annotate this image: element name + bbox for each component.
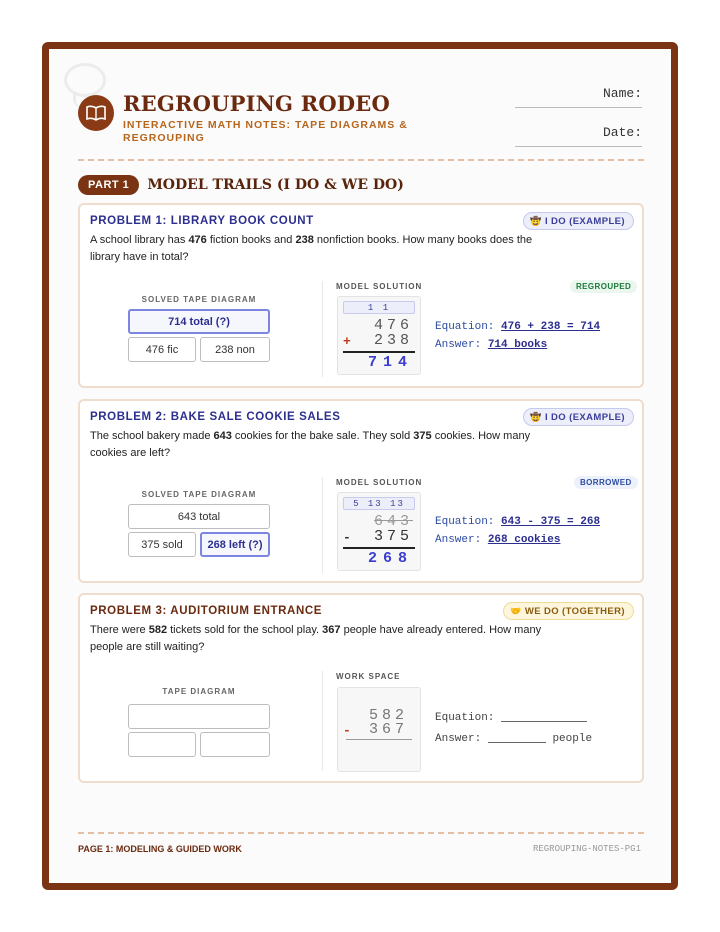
i-do-badge: 🤠 I DO (EXAMPLE) xyxy=(523,212,634,230)
answer-row: Answer: 714 books xyxy=(435,339,548,351)
footer-page-label: PAGE 1: MODELING & GUIDED WORK xyxy=(78,844,242,854)
result-number: 268 xyxy=(367,550,413,567)
top-number: 476 xyxy=(373,317,413,334)
problem-title: PROBLEM 1: LIBRARY BOOK COUNT xyxy=(90,215,314,227)
tape-whole: 714 total (?) xyxy=(128,309,270,334)
name-label: Name: xyxy=(602,86,642,101)
minus-sign: - xyxy=(343,530,351,545)
date-label: Date: xyxy=(602,125,642,140)
part-pill: PART 1 xyxy=(78,175,139,195)
equation-value: 476 + 238 = 714 xyxy=(501,321,601,333)
tape-part-2: 268 left (?) xyxy=(200,532,270,557)
tape-part-2: 238 non xyxy=(200,337,270,362)
column-divider xyxy=(322,477,323,573)
footer-doc-code: REGROUPING-NOTES-PG1 xyxy=(532,844,641,854)
tape-whole-blank[interactable] xyxy=(128,704,270,729)
tape-caption: SOLVED TAPE DIAGRAM xyxy=(141,490,257,499)
solution-caption: MODEL SOLUTION xyxy=(336,478,423,487)
result-number: 714 xyxy=(367,354,413,371)
answer-value: 714 books xyxy=(487,339,548,351)
cowboy-icon: 🤠 xyxy=(530,216,542,226)
footer-divider xyxy=(78,832,644,834)
answer-unit: people xyxy=(552,733,593,745)
problem-card-3 xyxy=(78,593,644,783)
problem-card-1 xyxy=(78,203,644,388)
top-number: 643 xyxy=(373,513,413,530)
we-do-badge: 🤝 WE DO (TOGETHER) xyxy=(503,602,634,620)
problem-title: PROBLEM 3: AUDITORIUM ENTRANCE xyxy=(90,605,323,617)
work-space-box[interactable] xyxy=(337,687,421,772)
equation-row: Equation: 643 - 375 = 268 xyxy=(435,516,601,528)
tape-caption: SOLVED TAPE DIAGRAM xyxy=(141,295,257,304)
borrow-row: 5 13 13 xyxy=(343,497,415,510)
date-field[interactable] xyxy=(515,146,642,147)
answer-row: Answer: people xyxy=(435,733,593,745)
status-badge: REGROUPED xyxy=(570,280,637,293)
tape-part-1-blank[interactable] xyxy=(128,732,196,757)
bottom-number: 367 xyxy=(368,721,408,738)
cowboy-icon: 🤠 xyxy=(530,412,542,422)
tape-caption: TAPE DIAGRAM xyxy=(162,687,236,696)
problem-title: PROBLEM 2: BAKE SALE COOKIE SALES xyxy=(90,411,341,423)
part-title: MODEL TRAILS (I DO & WE DO) xyxy=(147,177,404,193)
problem-statement: A school library has 476 fiction books and 238 nonfiction books. How many books does the library have in total? xyxy=(90,234,533,263)
top-number: 582 xyxy=(368,707,408,724)
header-divider xyxy=(78,159,644,161)
tape-part-1: 476 fic xyxy=(128,337,196,362)
tape-part-2-blank[interactable] xyxy=(200,732,270,757)
answer-value: 268 cookies xyxy=(487,534,561,546)
tape-part-1: 375 sold xyxy=(128,532,196,557)
difference-line xyxy=(346,739,412,740)
i-do-badge: 🤠 I DO (EXAMPLE) xyxy=(523,408,634,426)
difference-line xyxy=(343,547,415,549)
page-subtitle: INTERACTIVE MATH NOTES: TAPE DIAGRAMS & REGROUPING xyxy=(123,119,408,144)
carry-row: 1 1 xyxy=(343,301,415,314)
problem-statement: The school bakery made 643 cookies for the bake sale. They sold 375 cookies. How many cookies are left? xyxy=(90,430,531,459)
tape-whole: 643 total xyxy=(128,504,270,529)
column-divider xyxy=(322,671,323,771)
part-header xyxy=(78,174,404,196)
minus-sign: - xyxy=(343,723,351,738)
equation-row: Equation: xyxy=(435,712,587,724)
sum-line xyxy=(343,351,415,353)
page-header xyxy=(78,86,648,159)
name-field[interactable] xyxy=(515,107,642,108)
plus-sign: + xyxy=(343,334,351,349)
answer-row: Answer: 268 cookies xyxy=(435,534,561,546)
worksheet-page xyxy=(42,42,678,890)
bottom-number: 238 xyxy=(373,332,413,349)
problem-statement: There were 582 tickets sold for the school play. 367 people have already entered. How many people are still waiting? xyxy=(90,624,542,653)
open-book-icon xyxy=(78,95,114,131)
equation-blank[interactable] xyxy=(501,712,587,722)
solution-caption: MODEL SOLUTION xyxy=(336,282,423,291)
equation-value: 643 - 375 = 268 xyxy=(501,516,601,528)
problem-card-2 xyxy=(78,399,644,583)
equation-row: Equation: 476 + 238 = 714 xyxy=(435,321,601,333)
model-solution-box xyxy=(337,296,421,375)
bottom-number: 375 xyxy=(373,528,413,545)
column-divider xyxy=(322,281,323,377)
handshake-icon: 🤝 xyxy=(510,606,522,616)
answer-blank[interactable] xyxy=(488,733,546,743)
model-solution-box xyxy=(337,492,421,571)
page-title: REGROUPING RODEO xyxy=(123,91,390,116)
status-badge: BORROWED xyxy=(574,476,638,489)
workspace-caption: WORK SPACE xyxy=(336,672,401,681)
